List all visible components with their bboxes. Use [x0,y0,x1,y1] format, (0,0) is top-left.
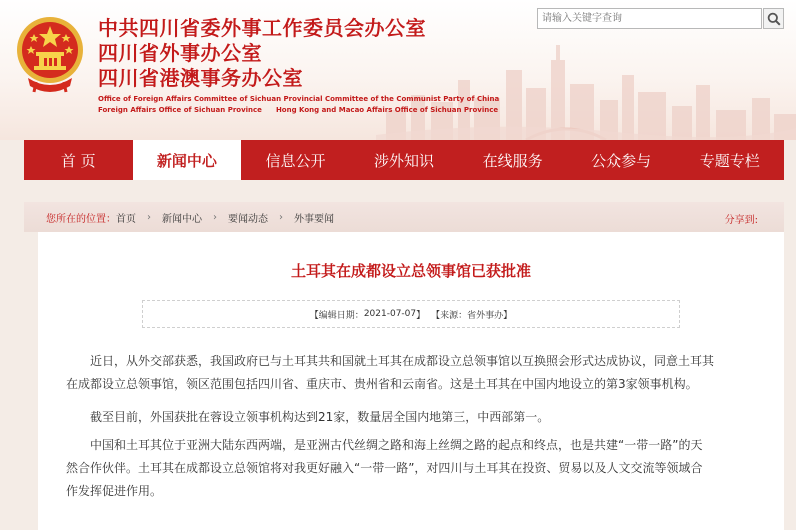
nav-item-foreign-knowledge[interactable]: 涉外知识 [374,151,435,170]
article-paragraph-3 [66,434,782,503]
meta-source-label: 【来源： [431,310,468,321]
header-english-line-2 [98,105,512,115]
header-title-line-3: 四川省港澳事务办公室 [98,66,303,90]
breadcrumb-home[interactable]: 首页 [116,213,136,225]
meta-source: 省外事办 [467,310,504,321]
header-english-hk-macao: Hong Kong and Macao Affairs Office of Sichuan Province [275,106,499,114]
main-nav [24,140,784,180]
meta-date-label: 【编辑日期： [309,310,364,321]
header-english-line-1: Office of Foreign Affairs Committee of Sichuan Provincial Committee of the Communist Party of China [98,95,500,103]
search-input[interactable] [537,8,762,29]
article-container [38,232,784,530]
national-emblem-icon [14,12,86,96]
search-button[interactable] [763,8,784,29]
nav-item-info-disclosure[interactable]: 信息公开 [265,151,326,170]
paragraph-line: 作发挥促进作用。 [66,484,163,498]
nav-item-home[interactable]: 首 页 [60,151,96,170]
paragraph-line: 然合作伙伴。土耳其在成都设立总领馆将对我更好融入“一带一路”，对四川与土耳其在投资、贸易以及人文交流等领域合 [66,461,703,475]
nav-item-special-topics[interactable]: 专题专栏 [699,151,760,170]
article-paragraph-2 [66,406,782,429]
article-paragraph-1 [66,350,782,396]
breadcrumb-foreign-affairs-news[interactable]: 外事要闻 [294,213,334,225]
paragraph-line: 在成都设立总领事馆，领区范围包括四川省、重庆市、贵州省和云南省。这是土耳其在中国内地设立的第3家领事机构。 [66,377,698,391]
paragraph-line: 截至目前，外国获批在蓉设立领事机构达到21家，数量居全国内地第三，中西部第一。 [90,410,550,424]
paragraph-line: 近日，从外交部获悉，我国政府已与土耳其共和国就土耳其在成都设立总领事馆以互换照会形式达成协议，同意土耳其 [90,354,715,368]
meta-date: 2021-07-07 [363,309,417,319]
chevron-right-icon: › [213,211,217,223]
meta-source-end: 】 [503,310,513,321]
share-label[interactable]: 分享到: [724,215,758,226]
chevron-right-icon: › [147,211,151,223]
chevron-right-icon: › [279,211,283,223]
paragraph-line: 中国和土耳其位于亚洲大陆东西两端，是亚洲古代丝绸之路和海上丝绸之路的起点和终点，也是共建“一带一路”的天 [90,438,703,452]
breadcrumb-prefix: 您所在的位置： [46,213,116,225]
nav-item-online-service[interactable]: 在线服务 [482,151,543,170]
site-header [0,0,796,140]
breadcrumb-news-center[interactable]: 新闻中心 [162,213,202,225]
header-english-foreign-affairs: Foreign Affairs Office of Sichuan Province [98,106,262,114]
breadcrumb [24,202,784,232]
article-title: 土耳其在成都设立总领事馆已获批准 [290,262,531,280]
nav-item-public-participation[interactable]: 公众参与 [591,151,652,170]
nav-item-news-center[interactable]: 新闻中心 [133,140,242,180]
meta-date-end: 】 [416,310,426,321]
header-title-line-2: 四川省外事办公室 [98,41,262,65]
breadcrumb-news-updates[interactable]: 要闻动态 [228,213,268,225]
city-skyline-background [376,40,796,140]
header-title-line-1: 中共四川省委外事工作委员会办公室 [98,16,426,40]
search-icon [767,12,781,26]
article-meta [142,300,680,328]
